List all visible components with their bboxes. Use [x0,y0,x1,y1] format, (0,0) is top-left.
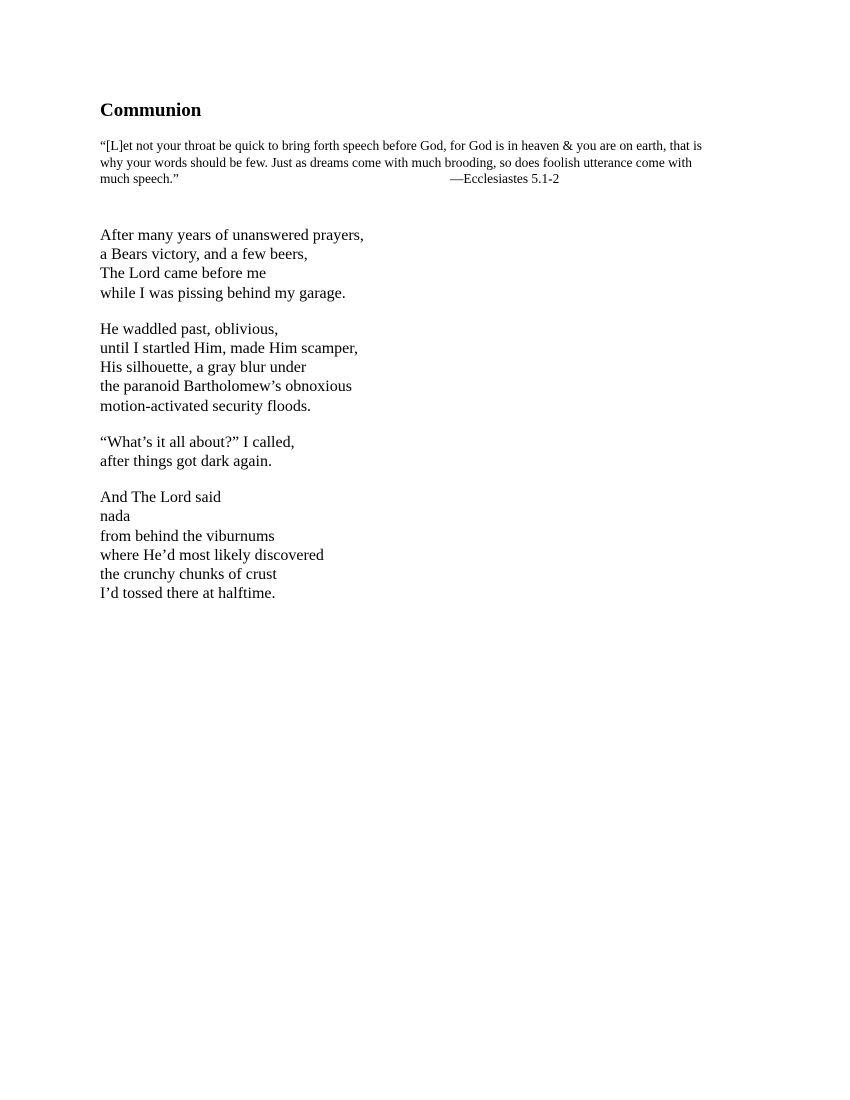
poem-line: a Bears victory, and a few beers, [100,246,308,264]
poem-line: He waddled past, oblivious, [100,320,279,338]
epigraph-line: “[L]et not your throat be quick to bring forth speech before God, for God is in heaven & you are on earth, that is [100,138,703,153]
poem-line: the crunchy chunks of crust [100,566,277,584]
poem-line: until I startled Him, made Him scamper, [100,340,358,358]
stanza [100,226,364,303]
poem-line: motion-activated security floods. [100,397,312,415]
poem-line: while I was pissing behind my garage. [100,284,346,302]
poem-line: His silhouette, a gray blur under [100,359,307,377]
poem-line: after things got dark again. [100,453,272,471]
stanza [100,320,364,416]
poem-line: “What’s it all about?” I called, [100,433,295,451]
poem-line: nada [100,508,131,526]
poem-line: the paranoid Bartholomew’s obnoxious [100,378,352,396]
poem-line: where He’d most likely discovered [100,546,324,564]
poem-title: Communion [100,100,202,121]
poem-line: And The Lord said [100,489,222,507]
epigraph [100,138,740,188]
poem-line: The Lord came before me [100,265,267,283]
poem-body [100,226,364,620]
stanza [100,433,364,471]
epigraph-line: why your words should be few. Just as dreams come with much brooding, so does foolish utterance come with [100,154,692,170]
poem-line: from behind the viburnums [100,527,275,545]
epigraph-attribution: —Ecclesiastes 5.1-2 [450,171,560,186]
stanza [100,488,364,603]
poem-line: I’d tossed there at halftime. [100,585,276,603]
epigraph-line: much speech.” [100,171,179,186]
poem-line: After many years of unanswered prayers, [100,227,364,244]
